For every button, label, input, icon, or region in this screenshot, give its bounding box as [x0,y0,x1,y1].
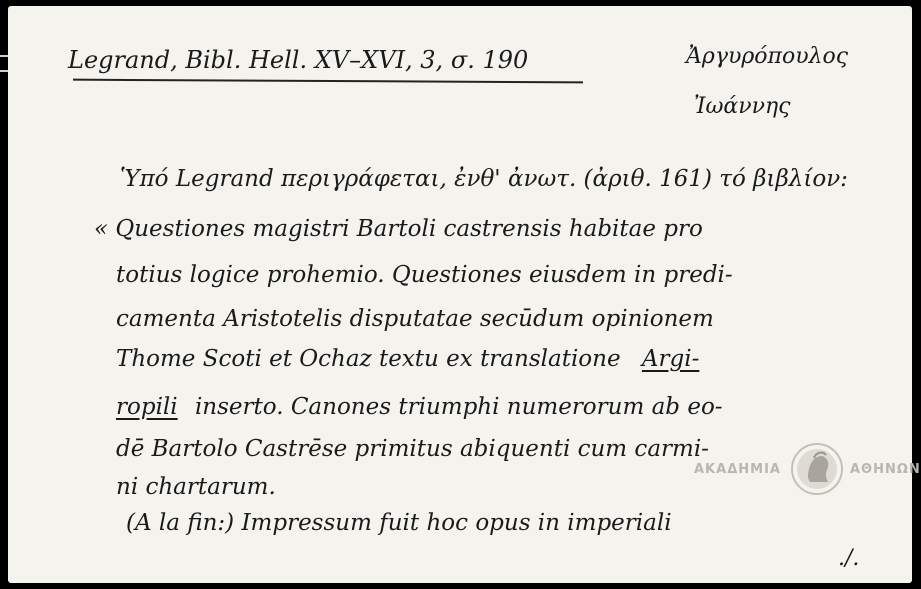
film-edge-mark [0,70,8,72]
reference-underline [73,79,583,84]
athena-seal-icon [790,442,844,496]
catalog-card [8,6,921,583]
bibliographic-reference: Legrand, Bibl. Hell. XV–XVI, 3, σ. 190 [68,46,529,74]
continuation-mark: ./. [838,546,860,571]
intro-line: Ὑπό Legrand περιγράφεται, ἐνθ' ἀνωτ. (ἀριθ. 161) τό βιβλίον: [120,166,848,192]
text-line-7: ni chartarum. [116,474,276,500]
text-line-2: totius logice prohemio. Questiones eiusdem in predi- [116,262,733,288]
watermark-right-text: ΑΘΗΝΩΝ [850,462,921,477]
underlined-name-start: Argi- [641,346,700,372]
text-line-6: dē Bartolo Castrēse primitus abiquenti cum carmi- [116,436,709,462]
watermark-left-text: ΑΚΑΔΗΜΙΑ [694,462,781,477]
text-line-5 [116,394,723,420]
author-surname: Ἀργυρόπουλος [686,44,849,69]
text-line-5-main: inserto. Canones triumphi numerorum ab eo- [194,394,723,420]
film-edge-mark [0,55,8,57]
text-line-1: « Questiones magistri Bartoli castrensis habitae pro [94,216,703,242]
author-forename: Ἰωάννης [694,94,791,119]
text-line-4 [116,346,699,372]
underlined-name-end: ropili [116,394,178,420]
text-line-4-main: Thome Scoti et Ochaz textu ex translatione [116,346,621,372]
text-line-3: camenta Aristotelis disputatae secūdum opinionem [116,306,714,332]
text-line-8: (A la fin:) Impressum fuit hoc opus in imperiali [126,510,672,536]
